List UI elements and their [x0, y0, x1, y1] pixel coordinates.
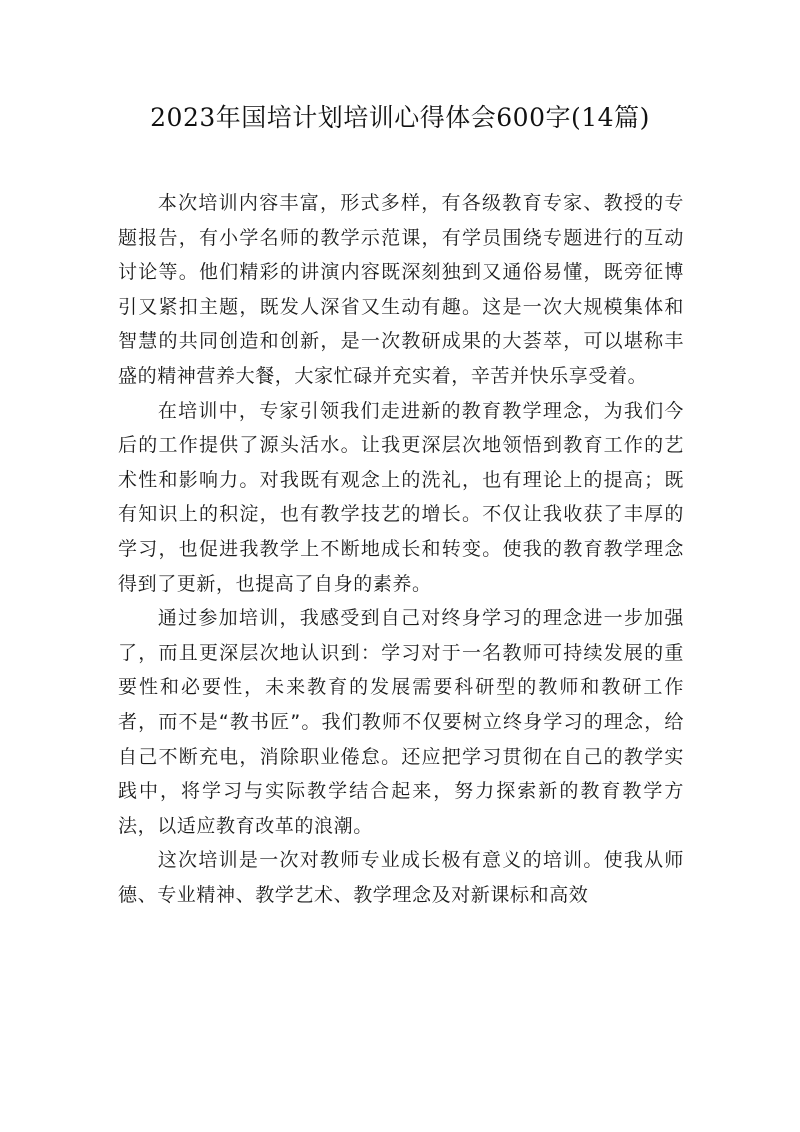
paragraph-4: 这次培训是一次对教师专业成长极有意义的培训。使我从师德、专业精神、教学艺术、教学理念及对新课标和高效	[118, 849, 684, 906]
paragraph-1: 本次培训内容丰富，形式多样，有各级教育专家、教授的专题报告，有小学名师的教学示范课，有学员围绕专题进行的互动讨论等。他们精彩的讲演内容既深刻独到又通俗易懂，既旁征博引又紧扣主题，既发人深省又生动有趣。这是一次大规模集体和智慧的共同创造和创新，是一次教研成果的大荟萃，可以堪称丰盛的精神营养大餐，大家忙碌并充实着，辛苦并快乐享受着。	[118, 192, 684, 387]
document-title: 2023年国培计划培训心得体会600字(14篇)	[150, 103, 650, 132]
document-body	[118, 186, 684, 912]
paragraph-3: 通过参加培训，我感受到自己对终身学习的理念进一步加强了，而且更深层次地认识到：学习对于一名教师可持续发展的重要性和必要性，未来教育的发展需要科研型的教师和教研工作者，而不是“教书匠”。我们教师不仅要树立终身学习的理念，给自己不断充电，消除职业倦怠。还应把学习贯彻在自己的教学实践中，将学习与实际教学结合起来，努力探索新的教育教学方法，以适应教育改革的浪潮。	[118, 607, 684, 837]
paragraph-2: 在培训中，专家引领我们走进新的教育教学理念，为我们今后的工作提供了源头活水。让我更深层次地领悟到教育工作的艺术性和影响力。对我既有观念上的洗礼，也有理论上的提高；既有知识上的积淀，也有教学技艺的增长。不仅让我收获了丰厚的学习，也促进我教学上不断地成长和转变。使我的教育教学理念得到了更新，也提高了自身的素养。	[118, 399, 684, 595]
